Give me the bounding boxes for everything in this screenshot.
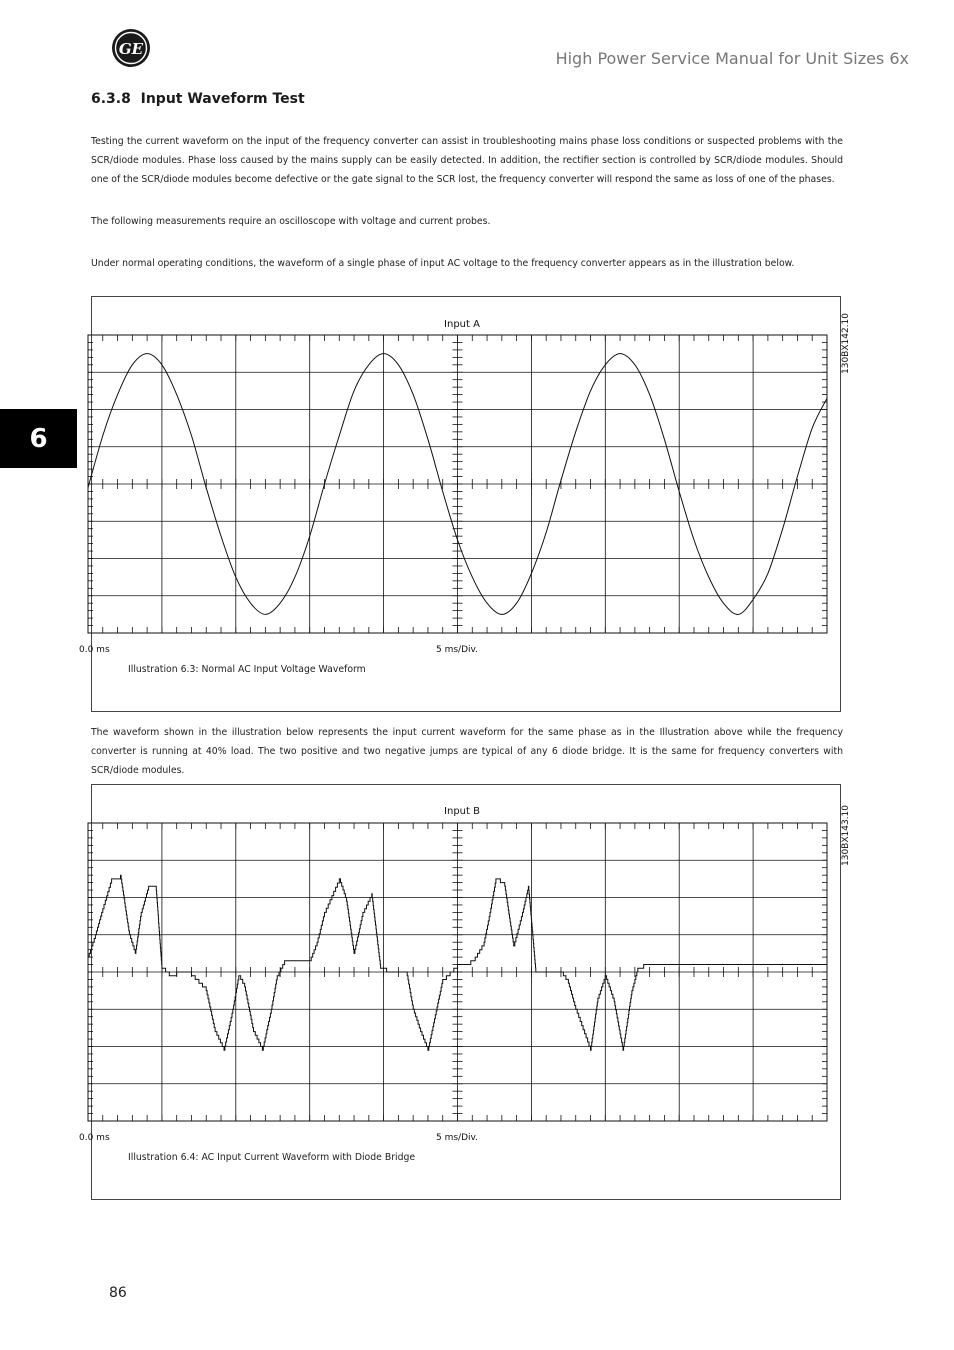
- oscilloscope-plot-current: [79, 784, 851, 1200]
- x-start-label: 0.0 ms: [79, 1133, 110, 1143]
- page-number: 86: [109, 1285, 127, 1301]
- header-title: High Power Service Manual for Unit Sizes 6x: [555, 49, 909, 68]
- equipment-paragraph: The following measurements require an oscilloscope with voltage and current probes.: [91, 216, 491, 227]
- ge-logo: [111, 28, 151, 68]
- logo-lettering: GE: [118, 40, 144, 58]
- x-scale-label: 5 ms/Div.: [436, 645, 478, 655]
- oscilloscope-plot-voltage: [79, 296, 851, 712]
- x-scale-label: 5 ms/Div.: [436, 1133, 478, 1143]
- channel-label: Input A: [444, 319, 480, 330]
- x-start-label: 0.0 ms: [79, 645, 110, 655]
- figure-voltage-waveform: [79, 296, 851, 712]
- current-waveform-paragraph: The waveform shown in the illustration below represents the input current waveform for the same phase as in the Illustration above while the frequency converter is running at 40% load. The two positive and two negative jumps are typical of any 6 diode bridge. It is the same for frequency converters with SCR/diode modules.: [91, 727, 843, 776]
- figure-caption: Illustration 6.4: AC Input Current Waveform with Diode Bridge: [128, 1152, 416, 1163]
- section-heading: [91, 91, 305, 107]
- figure-current-waveform: [79, 784, 851, 1200]
- figure-code: 130BX143.10: [841, 804, 851, 866]
- section-title: Input Waveform Test: [140, 91, 305, 107]
- normal-conditions-paragraph: Under normal operating conditions, the waveform of a single phase of input AC voltage to the frequency converter appears as in the illustration below.: [91, 258, 795, 269]
- section-number: 6.3.8: [91, 91, 131, 107]
- chapter-tab: 6: [0, 409, 77, 468]
- figure-code: 130BX142.10: [841, 312, 851, 374]
- figure-caption: Illustration 6.3: Normal AC Input Voltage Waveform: [128, 664, 366, 675]
- intro-paragraph: Testing the current waveform on the input of the frequency converter can assist in troubleshooting mains phase loss conditions or suspected problems with the SCR/diode modules. Phase loss caused by the mains supply can be easily detected. In addition, the rectifier section is controlled by SCR/diode modules. Should one of the SCR/diode modules become defective or the gate signal to the SCR lost, the frequency converter will respond the same as loss of one of the phases.: [91, 136, 843, 185]
- channel-label: Input B: [444, 806, 480, 817]
